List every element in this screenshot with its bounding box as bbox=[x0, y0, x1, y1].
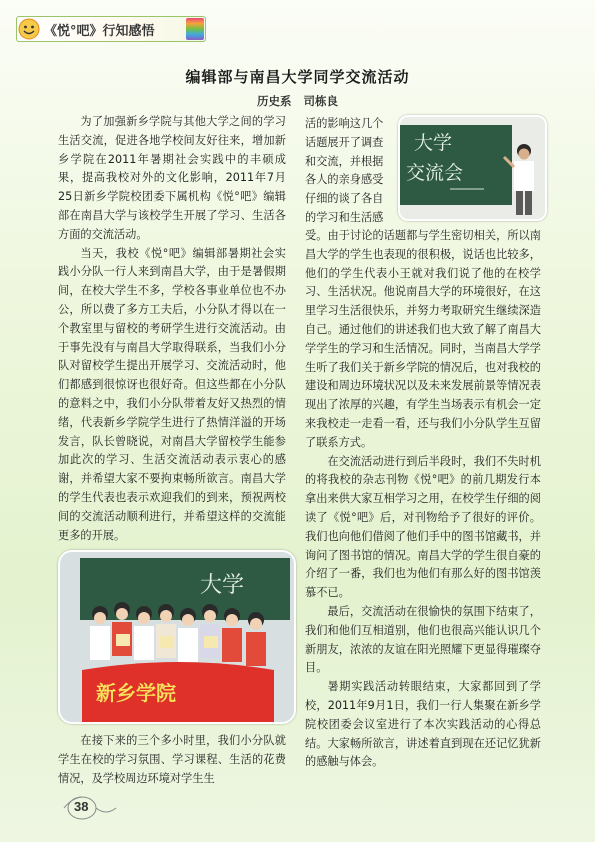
text-line: 和交流，并根据 bbox=[305, 154, 384, 168]
group-photo bbox=[58, 550, 296, 724]
text-line: 的学习和生活感 bbox=[305, 210, 384, 224]
paragraph: 暑期实践活动转眼结束，大家都回到了学校，2011年9月1日，我们一行人集聚在新乡学院校团委会议室进行了本次实践活动的心得总结。大家畅所欲言，讲述着直到现在还记忆犹新的感触与体会。 bbox=[305, 680, 541, 769]
right-column bbox=[305, 227, 541, 772]
text-line: 话题展开了调查 bbox=[305, 135, 384, 149]
paragraph: 为了加强新乡学院与其他大学之间的学习生活交流，促进各地学校间友好往来，增加新乡学院在2011年暑期社会实践中的丰硕成果，提高我校对外的文化影响，2011年7月25日新乡学院校团委下属机构《悦°吧》编辑部在南昌大学与该校学生开展了学习、生活各方面的交流活动。 bbox=[58, 115, 286, 241]
paragraph: 受。由于讨论的话题都与学生密切相关，所以南昌大学的学生也表现的很积极，说话也比较多，他们的学生代表小王就对我们说了他的在校学习、生活状况。他说南昌大学的环境很好，在这里学习生活很快乐，并努力考取研究生继续深造自己。通过他们的讲述我们也大致了解了南昌大学学生的学习和生活情况。同时，当南昌大学学生听了我们关于新乡学院的情况后，也对我校的建设和周边环境状况以及未来发展前景等情况表现出了浓厚的兴趣，有学生当场表示有机会一定来我校走一走看一看，还与我们小分队学生互留了联系方式。 bbox=[305, 229, 541, 449]
group-photo-banner-text: 新乡学院 bbox=[96, 681, 176, 705]
paragraph: 在接下来的三个多小时里，我们小分队就学生在校的学习氛围、学习课程、生活的花费情况，及学校周边环境对学生生 bbox=[58, 734, 286, 785]
left-column-top bbox=[58, 113, 286, 545]
text-line: 各人的亲身感受 bbox=[305, 173, 384, 187]
group-photo-illustration bbox=[60, 552, 294, 722]
page-number-ornament bbox=[62, 794, 118, 822]
page-number: 38 bbox=[74, 799, 89, 814]
blackboard-text-2: 交流会 bbox=[406, 162, 464, 184]
section-title: 《悦°吧》行知感悟 bbox=[44, 24, 155, 39]
article-byline: 历史系 司栋良 bbox=[256, 94, 338, 108]
text-line: 活的影响这几个 bbox=[305, 117, 384, 130]
text-line: 仔细的谈了各自 bbox=[305, 192, 384, 206]
left-column-bottom bbox=[58, 732, 286, 788]
paragraph: 在交流活动进行到后半段时，我们不失时机的将我校的杂志刊物《悦°吧》的前几期发行本拿出来供大家互相学习之用，在校学生仔细的阅读了《悦°吧》后，对刊物给予了很好的评价。我们也向他们借阅了他们手中的图书馆藏书，并询问了图书馆的情况。南昌大学的学生很自豪的介绍了一番，我们也为他们有那么好的图书馆羡慕不已。 bbox=[305, 454, 541, 600]
blackboard-photo bbox=[398, 115, 547, 221]
blackboard-photo-illustration bbox=[400, 117, 545, 219]
group-photo-wall-text: 大学 bbox=[200, 573, 245, 598]
paragraph: 最后，交流活动在很愉快的氛围下结束了，我们和他们互相道别，他们也很高兴能认识几个新朋友，浓浓的友谊在阳光照耀下更显得璀璨夺目。 bbox=[305, 604, 541, 675]
header-color-bar bbox=[186, 18, 204, 40]
paragraph: 当天，我校《悦°吧》编辑部暑期社会实践小分队一行人来到南昌大学，由于是暑假期间，在校大学生不多，学校各事业单位也不办公，所以费了多方工夫后，小分队才得以在一个教室里与留校的考研学生进行交流活动。由于事先没有与南昌大学取得联系，当我们小分队对留校学生提出开展学习、交流活动时，他们都感到很惊讶也很好奇。但这些都在小分队的意料之中，我们小分队带着友好又热烈的情绪，代表新乡学院学生进行了热情洋溢的开场发言，队长曾晓说，对南昌大学留校学生能参加此次的学习、生活交流活动表示衷心的感谢，并希望大家不要拘束畅所欲言。南昌大学的学生代表也表示欢迎我们的到来，预祝两校间的交流活动顺利进行，并希望这样的交流能更多的开展。 bbox=[58, 246, 286, 542]
blackboard-text-1: 大学 bbox=[414, 132, 453, 154]
smile-logo-icon bbox=[18, 18, 40, 40]
article-title: 编辑部与南昌大学同学交流活动 bbox=[185, 68, 410, 86]
right-column-narrow bbox=[305, 115, 393, 228]
